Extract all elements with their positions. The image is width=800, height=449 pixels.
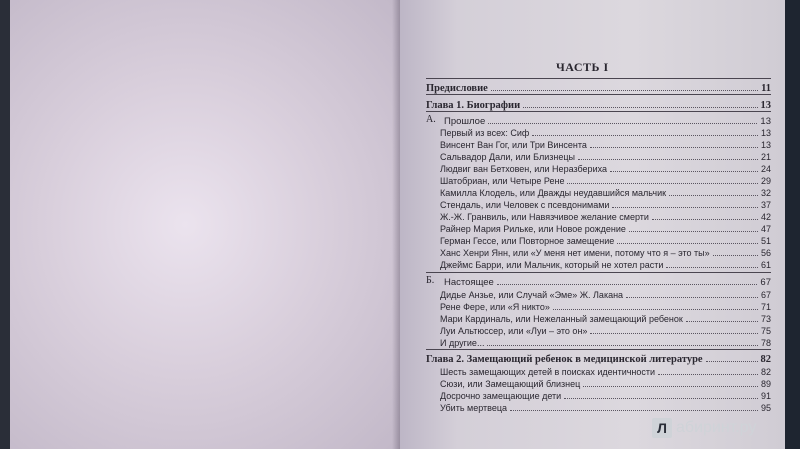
divider <box>426 78 771 79</box>
entry-page: 37 <box>760 200 771 210</box>
entry-label: Шатобриан, или Четыре Рене <box>440 176 565 186</box>
entry-label: Рене Фере, или «Я никто» <box>440 302 550 312</box>
entry-label: Герман Гессе, или Повторное замещение <box>440 236 615 246</box>
entry-label: Дидье Анзье, или Случай «Эме» Ж. Лакана <box>440 290 624 300</box>
toc-entry <box>426 186 771 198</box>
logo-text: абиринт.ру <box>676 419 757 436</box>
dot-leader <box>658 365 758 375</box>
dot-leader <box>626 288 758 298</box>
toc-entry-section <box>426 114 771 126</box>
entry-label: Луи Альтюссер, или «Луи – это он» <box>440 326 588 336</box>
toc-entry-chapter <box>426 352 771 364</box>
entry-page: 13 <box>760 100 771 111</box>
entry-page: 82 <box>760 354 771 365</box>
toc-entry <box>426 365 771 377</box>
dot-leader <box>669 186 758 196</box>
entry-page: 67 <box>760 277 771 288</box>
toc-entry <box>426 162 771 174</box>
entry-label: Джеймс Барри, или Мальчик, который не хотел расти <box>440 260 664 270</box>
toc-entry <box>426 222 771 234</box>
dot-leader <box>652 210 758 220</box>
toc-entry <box>426 258 771 270</box>
entry-page: 71 <box>760 302 771 312</box>
dot-leader <box>583 377 758 387</box>
entry-page: 75 <box>760 326 771 336</box>
toc-entry <box>426 198 771 210</box>
table-of-contents <box>426 0 776 449</box>
entry-label: Предисловие <box>426 83 488 94</box>
entry-page: 82 <box>760 367 771 377</box>
entry-label: Сюзи, или Замещающий близнец <box>440 379 581 389</box>
entry-label: Людвиг ван Бетховен, или Неразбериха <box>440 164 607 174</box>
entry-page: 13 <box>760 116 771 127</box>
toc-entry <box>426 389 771 401</box>
dot-leader <box>487 336 758 346</box>
dot-leader <box>686 312 758 322</box>
part-title: ЧАСТЬ I <box>556 60 609 74</box>
entry-page: 32 <box>760 188 771 198</box>
dot-leader <box>666 258 758 268</box>
entry-page: 29 <box>760 176 771 186</box>
entry-label: Глава 2. Замещающий ребенок в медицинской литературе <box>426 354 703 365</box>
divider <box>426 111 771 112</box>
entry-label: Камилла Клодель, или Дважды неудавшийся мальчик <box>440 188 667 198</box>
entry-page: 95 <box>760 403 771 413</box>
left-page <box>10 0 400 449</box>
toc-entry <box>426 234 771 246</box>
toc-entry <box>426 401 771 413</box>
toc-entry <box>426 312 771 324</box>
entry-page: 78 <box>760 338 771 348</box>
dot-leader <box>590 138 758 148</box>
dot-leader <box>629 222 758 232</box>
toc-entry <box>426 324 771 336</box>
divider <box>426 272 771 273</box>
toc-entry <box>426 288 771 300</box>
entry-page: 51 <box>760 236 771 246</box>
dot-leader <box>610 162 758 172</box>
watermark-logo <box>652 418 756 438</box>
dot-leader <box>553 300 758 310</box>
logo-badge: Л <box>652 418 672 438</box>
entry-page: 67 <box>760 290 771 300</box>
entry-label: Райнер Мария Рильке, или Новое рождение <box>440 224 626 234</box>
toc-entry <box>426 336 771 348</box>
toc-entry <box>426 210 771 222</box>
entry-label: Убить мертвеца <box>440 403 507 413</box>
section-letter: Б. <box>426 275 435 286</box>
entry-label: Винсент Ван Гог, или Три Винсента <box>440 140 587 150</box>
entry-page: 91 <box>760 391 771 401</box>
dot-leader <box>564 389 758 399</box>
entry-page: 56 <box>760 248 771 258</box>
entry-page: 13 <box>760 140 771 150</box>
entry-label: Ханс Хенри Янн, или «У меня нет имени, потому что я – это ты» <box>440 248 710 258</box>
entry-page: 73 <box>760 314 771 324</box>
entry-label: Настоящее <box>444 277 494 288</box>
dot-leader <box>706 352 758 362</box>
dot-leader <box>612 198 758 208</box>
toc-entry <box>426 246 771 258</box>
dot-leader <box>532 126 758 136</box>
entry-page: 89 <box>760 379 771 389</box>
dot-leader <box>491 81 758 91</box>
divider <box>426 349 771 350</box>
toc-entry <box>426 377 771 389</box>
entry-label: Досрочно замещающие дети <box>440 391 562 401</box>
entry-label: Шесть замещающих детей в поисках идентичности <box>440 367 656 377</box>
dot-leader <box>523 98 757 108</box>
dot-leader <box>510 401 758 411</box>
dot-leader <box>497 275 758 285</box>
entry-page: 47 <box>760 224 771 234</box>
entry-page: 24 <box>760 164 771 174</box>
toc-entry <box>426 126 771 138</box>
entry-label: Мари Кардиналь, или Нежеланный замещающий ребенок <box>440 314 683 324</box>
entry-label: Глава 1. Биографии <box>426 100 521 111</box>
dot-leader <box>578 150 758 160</box>
entry-page: 13 <box>760 128 771 138</box>
entry-page: 61 <box>760 260 771 270</box>
dot-leader <box>567 174 758 184</box>
entry-page: 42 <box>760 212 771 222</box>
entry-label: Первый из всех: Сиф <box>440 128 530 138</box>
toc-entry-section <box>426 275 771 287</box>
entry-label: Сальвадор Дали, или Близнецы <box>440 152 575 162</box>
toc-entry-chapter <box>426 98 771 110</box>
entry-label: Стендаль, или Человек с псевдонимами <box>440 200 610 210</box>
entry-page: 11 <box>761 83 771 94</box>
dot-leader <box>617 234 758 244</box>
toc-entry-preface <box>426 81 771 93</box>
toc-entry <box>426 174 771 186</box>
entry-label: И другие... <box>440 338 485 348</box>
entry-label: Прошлое <box>444 116 486 127</box>
toc-entry <box>426 300 771 312</box>
entry-label: Ж.-Ж. Гранвиль, или Навязчивое желание смерти <box>440 212 649 222</box>
background-edge <box>785 0 800 449</box>
dot-leader <box>590 324 758 334</box>
entry-page: 21 <box>760 152 771 162</box>
dot-leader <box>713 246 758 256</box>
toc-entry <box>426 138 771 150</box>
toc-entry <box>426 150 771 162</box>
dot-leader <box>488 114 757 124</box>
section-letter: А. <box>426 114 436 125</box>
divider <box>426 94 771 95</box>
